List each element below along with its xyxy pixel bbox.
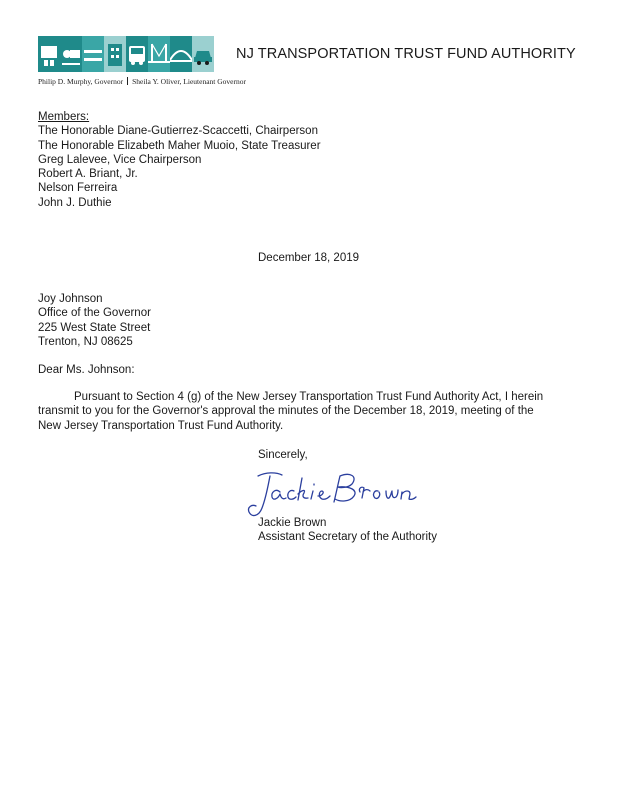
governor-name: Philip D. Murphy, Governor [38, 77, 124, 86]
signer-name: Jackie Brown [258, 517, 327, 529]
member-item: Robert A. Briant, Jr. [38, 168, 138, 181]
recipient-city: Trenton, NJ 08625 [38, 335, 133, 348]
logo-road-icon [38, 36, 60, 72]
member-item: The Honorable Diane-Gutierrez-Scaccetti, Chairperson [38, 125, 318, 138]
logo-train-icon [60, 36, 82, 72]
salutation: Dear Ms. Johnson: [38, 364, 135, 376]
member-item: Nelson Ferreira [38, 182, 118, 195]
logo-span-icon [170, 36, 192, 72]
separator [127, 77, 128, 85]
officials-line [38, 77, 246, 86]
recipient-address [38, 292, 151, 349]
recipient-office: Office of the Governor [38, 307, 151, 320]
logo-bridge-icon [148, 36, 170, 72]
handwritten-signature [240, 462, 420, 522]
logo-building-icon [104, 36, 126, 72]
logo-bus-icon [126, 36, 148, 72]
body-line: transmit to you for the Governor's approval the minutes of the December 18, 2019, meeting of the [38, 405, 534, 418]
logo-rail-icon [82, 36, 104, 72]
recipient-street: 225 West State Street [38, 321, 151, 334]
member-item: Greg Lalevee, Vice Chairperson [38, 153, 202, 166]
closing: Sincerely, [258, 449, 308, 461]
organization-name: NJ TRANSPORTATION TRUST FUND AUTHORITY [236, 46, 576, 62]
members-heading: Members: [38, 111, 90, 123]
members-block [38, 110, 321, 210]
letter-date: December 18, 2019 [258, 252, 360, 264]
member-item: The Honorable Elizabeth Maher Muoio, State Treasurer [38, 139, 321, 152]
recipient-name: Joy Johnson [38, 293, 103, 305]
lt-governor-name: Sheila Y. Oliver, Lieutenant Governor [132, 77, 246, 86]
body-line: New Jersey Transportation Trust Fund Authority. [38, 419, 284, 432]
logo-car-icon [192, 36, 214, 72]
member-item: John J. Duthie [38, 196, 112, 209]
letter-body [38, 390, 590, 433]
body-line: Pursuant to Section 4 (g) of the New Jersey Transportation Trust Fund Authority Act, I herein [74, 391, 544, 403]
authority-logo [38, 36, 214, 72]
signer-block [258, 516, 437, 545]
signer-title: Assistant Secretary of the Authority [258, 531, 437, 544]
